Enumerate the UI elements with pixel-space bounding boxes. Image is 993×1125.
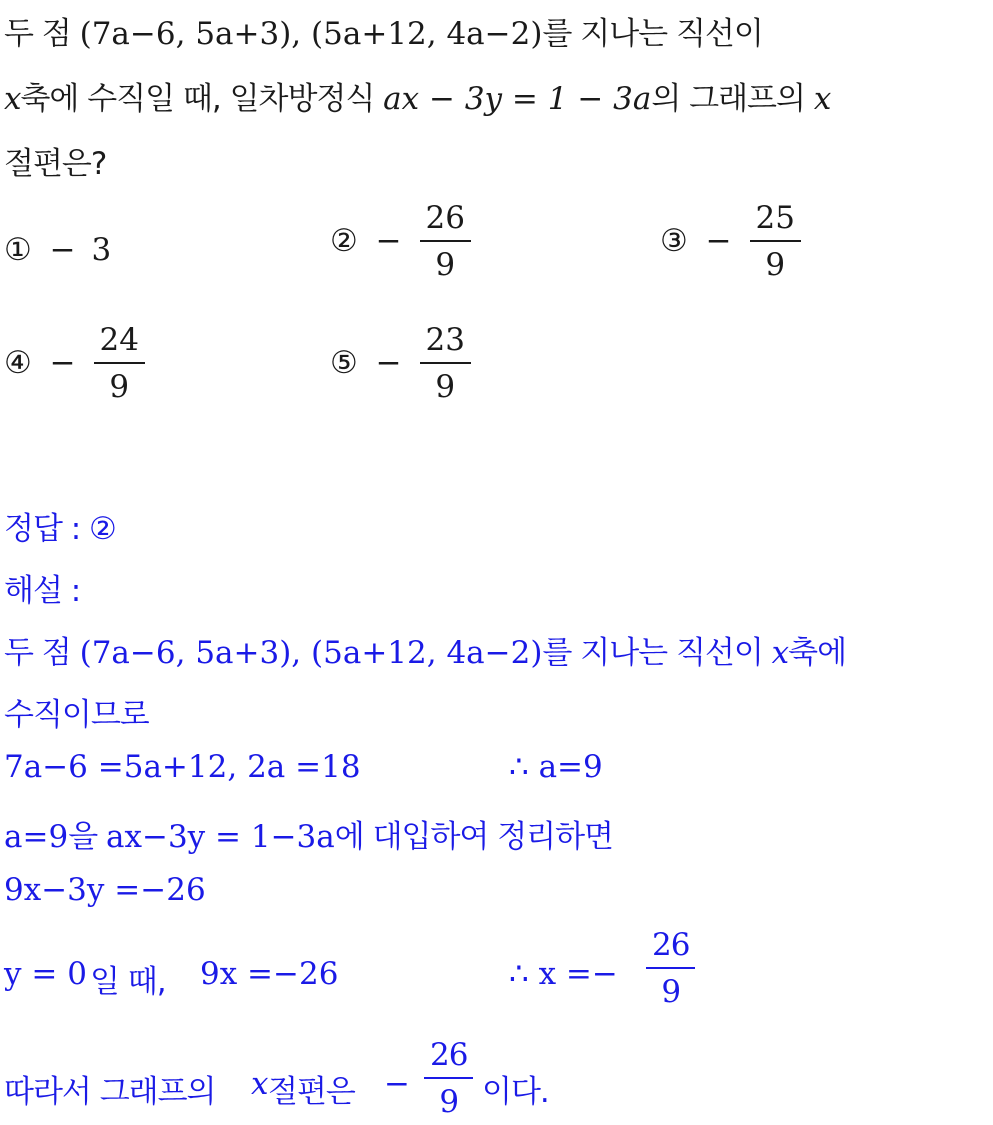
explanation-equation: y = 0 [4, 956, 87, 992]
question-text: 를 지나는 직선이 [542, 16, 763, 52]
choice-number: ① [4, 232, 32, 268]
fraction-numerator: 23 [420, 325, 471, 364]
explanation-label-text: 해설 : [4, 573, 81, 609]
fraction-denominator: 9 [109, 369, 130, 405]
answer-label: 정답 : [4, 511, 90, 547]
question-var-x: x [4, 81, 21, 117]
explanation-fraction [424, 1037, 473, 1120]
explanation-fraction [646, 927, 695, 1010]
explanation-var-x: x [771, 635, 789, 671]
fraction-numerator: 26 [420, 203, 471, 242]
question-var-x: x [813, 81, 831, 117]
explanation-var-x: x [251, 1066, 268, 1102]
explanation-text: 일 때, [90, 964, 166, 1000]
explanation-line-1 [4, 627, 846, 672]
choice-sign: − [375, 344, 402, 381]
explanation-text: 수직이므로 [4, 697, 149, 733]
choice-fraction [420, 322, 471, 405]
explanation-equation: 7a−6 =5a+12, 2a =18 [4, 749, 361, 785]
fraction-numerator: 24 [94, 325, 145, 364]
choice-1[interactable] [4, 232, 111, 268]
explanation-line-5 [4, 872, 206, 908]
question-line-1 [4, 8, 763, 53]
explanation-text: 이다. [482, 1074, 549, 1110]
fraction-denominator: 9 [435, 369, 456, 405]
explanation-points: (7a−6, 5a+3), (5a+12, 4a−2) [79, 635, 543, 671]
question-points: (7a−6, 5a+3), (5a+12, 4a−2) [79, 16, 543, 52]
answer-value: ② [89, 511, 116, 547]
choice-sign: − [49, 344, 76, 381]
explanation-equation: ax−3y = 1−3a [106, 819, 335, 855]
explanation-line-3 [4, 749, 603, 785]
fraction-numerator: 26 [424, 1040, 473, 1079]
explanation-text: 을 [68, 819, 106, 855]
choice-fraction [420, 200, 471, 283]
question-equation: ax − 3y = 1 − 3a [383, 81, 652, 117]
choice-sign: − [49, 232, 76, 268]
explanation-line-2 [4, 689, 149, 734]
choice-sign: − [705, 222, 732, 259]
choice-number: ② [330, 222, 358, 259]
choice-number: ④ [4, 344, 32, 381]
question-text: 두 점 [4, 16, 80, 52]
explanation-text: 에 대입하여 정리하면 [334, 819, 613, 855]
choice-number: ③ [660, 222, 688, 259]
fraction-numerator: 26 [646, 930, 695, 969]
explanation-text: 따라서 그래프의 [4, 1074, 216, 1110]
choice-3[interactable] [660, 200, 803, 283]
question-text: 절편은? [4, 146, 107, 182]
choice-fraction [94, 322, 145, 405]
answer-line [4, 503, 116, 548]
choice-5[interactable] [330, 322, 473, 405]
explanation-text: 절편은 [268, 1074, 355, 1110]
explanation-label [4, 565, 80, 610]
question-text: 축에 수직일 때, 일차방정식 [20, 81, 384, 117]
choice-4[interactable] [4, 322, 147, 405]
explanation-text: 두 점 [4, 635, 80, 671]
explanation-equation: 9x =−26 [200, 956, 339, 992]
explanation-equation: a=9 [4, 819, 69, 855]
question-line-2 [4, 73, 830, 118]
explanation-sign: − [384, 1066, 410, 1102]
choice-2[interactable] [330, 200, 473, 283]
fraction-denominator: 9 [765, 247, 786, 283]
choice-number: ⑤ [330, 344, 358, 381]
fraction-numerator: 25 [750, 203, 801, 242]
explanation-line-4 [4, 811, 613, 856]
explanation-conclusion: ∴ x =− [509, 956, 618, 992]
question-text: 의 그래프의 [651, 81, 814, 117]
explanation-equation: 9x−3y =−26 [4, 872, 206, 908]
explanation-conclusion: ∴ a=9 [509, 749, 603, 785]
explanation-text: 축에 [788, 635, 847, 671]
fraction-denominator: 9 [435, 247, 456, 283]
fraction-denominator: 9 [661, 974, 681, 1010]
explanation-text: 를 지나는 직선이 [542, 635, 772, 671]
choice-sign: − [375, 222, 402, 259]
fraction-denominator: 9 [439, 1084, 459, 1120]
choice-value: 3 [91, 232, 112, 268]
question-line-3 [4, 138, 106, 183]
choice-fraction [750, 200, 801, 283]
